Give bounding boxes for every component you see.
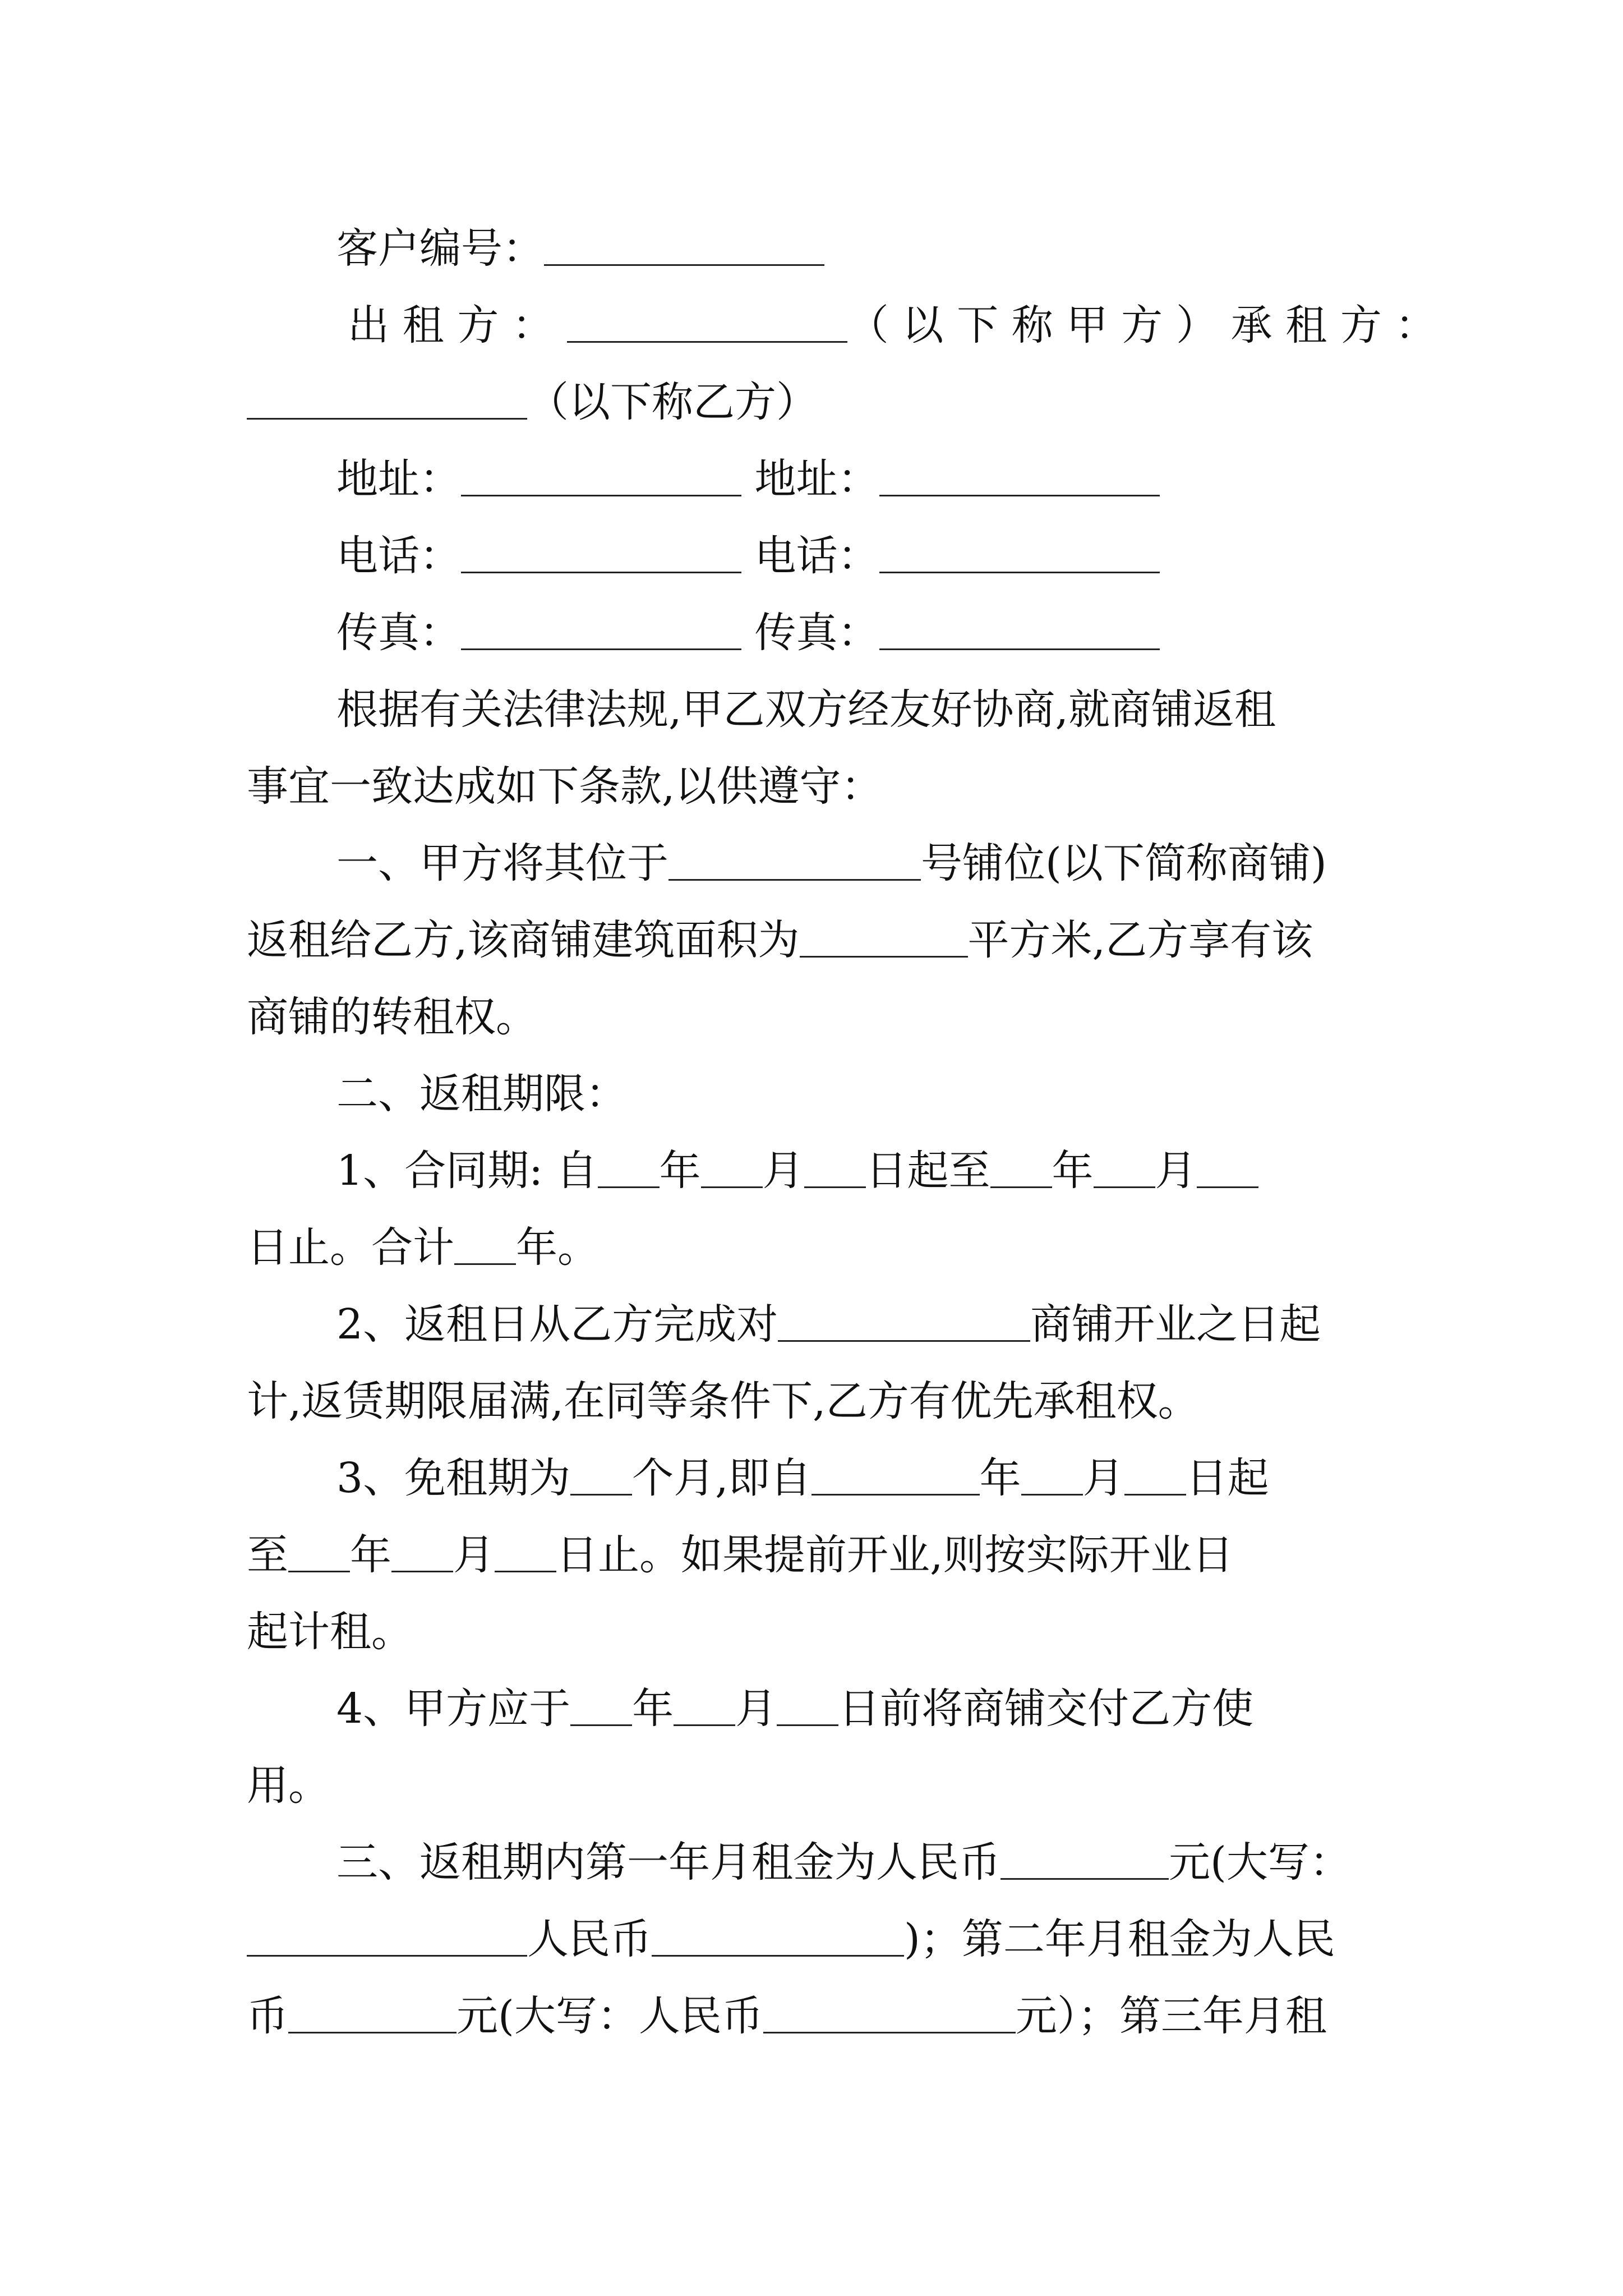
area-blank[interactable] (800, 917, 968, 958)
lessor-blank[interactable] (567, 302, 847, 343)
clause-3-text-a: 三、返租期内第一年月租金为人民币 (336, 1838, 1000, 1887)
clause-2-2-text-a: 2、返租日从乙方完成对 (336, 1300, 778, 1349)
lessee-phone-blank[interactable] (879, 532, 1160, 573)
delivery-day-blank[interactable] (777, 1685, 838, 1726)
lessor-fax-label: 传真： (336, 609, 461, 657)
free-end-day-blank[interactable] (495, 1531, 556, 1572)
end-day-blank[interactable] (1197, 1147, 1258, 1188)
clause-1-text-c: 返租给乙方,该商铺建筑面积为 (247, 916, 800, 964)
free-end-year-blank[interactable] (288, 1531, 350, 1572)
clause-2-3-line-3 (247, 1594, 1396, 1671)
lessor-address-blank[interactable] (461, 455, 741, 496)
year-label: 年 (659, 1147, 701, 1195)
clause-2-2-line-2 (247, 1363, 1396, 1440)
fax-line (247, 595, 1396, 671)
customer-number-line (247, 210, 1396, 287)
clause-1-text-b: 号铺位(以下简称商铺) (921, 839, 1327, 887)
year-label: 年 (632, 1685, 674, 1733)
clause-3-line-3 (247, 1978, 1396, 2055)
start-year-blank[interactable] (598, 1147, 660, 1188)
rent-year-2-blank[interactable] (288, 1993, 457, 2033)
free-start-year-blank[interactable] (811, 1455, 980, 1496)
clause-2-3-text-c: 至 (247, 1531, 288, 1579)
lessor-suffix: （以下称甲方） (847, 301, 1231, 349)
clause-1-line-2 (247, 902, 1396, 979)
parties-line (247, 287, 1450, 364)
free-end-month-blank[interactable] (391, 1531, 453, 1572)
lessee-address-label: 地址： (754, 455, 879, 503)
lessee-phone-label: 电话： (754, 532, 879, 580)
day-start-label: 日起 (1186, 1454, 1269, 1502)
phone-line (247, 518, 1396, 595)
lessor-address-label: 地址： (336, 455, 461, 503)
clause-2-title: 二、返租期限： (336, 1070, 627, 1118)
month-label: 月 (735, 1685, 777, 1733)
year-label: 年 (979, 1454, 1021, 1502)
clause-2-4-line-1 (247, 1671, 1396, 1747)
clause-2-4-text-c: 用。 (247, 1761, 330, 1810)
customer-number-blank[interactable] (544, 225, 824, 266)
clause-2-3-text-d: 日止。如果提前开业,则按实际开业日 (556, 1531, 1234, 1579)
intro-line-2 (247, 748, 1396, 825)
lessor-fax-blank[interactable] (461, 609, 741, 650)
rent-year-2-caps-blank[interactable] (763, 1993, 1016, 2033)
year-label: 年 (350, 1531, 391, 1579)
clause-2-2-text-b: 商铺开业之日起 (1030, 1300, 1321, 1349)
lessee-blank[interactable] (247, 379, 527, 420)
clause-1-text-a: 一、甲方将其位于 (336, 839, 668, 887)
clause-3-text-f: 元(大写：人民币 (457, 1992, 763, 2040)
clause-2-title-line (247, 1056, 1396, 1133)
clause-2-2-text-c: 计,返赁期限届满,在同等条件下,乙方有优先承租权。 (247, 1377, 1200, 1425)
customer-number-label: 客户编号： (336, 224, 544, 273)
lessor-label: 出租方： (348, 301, 567, 349)
clause-3-line-2 (247, 1901, 1396, 1978)
shop-number-blank[interactable] (668, 840, 921, 881)
start-day-blank[interactable] (804, 1147, 866, 1188)
clause-1-line-3 (247, 979, 1396, 1056)
rent-year-1-caps-blank[interactable] (247, 1916, 527, 1957)
clause-3-text-b: 元(大写： (1169, 1838, 1351, 1887)
year-label: 年 (1052, 1147, 1094, 1195)
rent-year-1-blank[interactable] (1000, 1839, 1169, 1880)
month-label: 月 (1155, 1147, 1197, 1195)
start-month-blank[interactable] (701, 1147, 763, 1188)
clause-2-4-line-2 (247, 1747, 1396, 1824)
clause-2-1-text-b: 日止。合计 (247, 1223, 454, 1272)
lessee-address-blank[interactable] (879, 455, 1160, 496)
day-from-label: 日起至 (865, 1147, 990, 1195)
clause-3-text-c: 人民币 (527, 1915, 652, 1963)
contract-page (247, 210, 1450, 2055)
intro-text-1: 根据有关法律法规,甲乙双方经友好协商,就商铺返租 (336, 685, 1276, 734)
delivery-month-blank[interactable] (674, 1685, 735, 1726)
clause-3-line-1 (247, 1824, 1396, 1901)
clause-2-3-text-b: 个月,即自 (632, 1454, 811, 1502)
clause-2-1-text-a: 1、合同期: 自 (336, 1147, 598, 1195)
end-year-blank[interactable] (990, 1147, 1052, 1188)
clause-3-text-g: 元）；第三年月租 (1015, 1992, 1327, 2040)
month-label: 月 (1082, 1454, 1124, 1502)
clause-1-line-1 (247, 825, 1396, 902)
intro-line-1 (247, 671, 1396, 748)
clause-2-3-line-2 (247, 1517, 1396, 1594)
lessee-label: 承租方： (1230, 301, 1450, 349)
lessor-phone-blank[interactable] (461, 532, 741, 573)
clause-2-1-line-2 (247, 1209, 1396, 1286)
lessee-fax-label: 传真： (754, 609, 879, 657)
free-months-blank[interactable] (570, 1455, 632, 1496)
address-line (247, 441, 1396, 518)
clause-3-text-d: )；第二年月租金为人民 (904, 1915, 1335, 1963)
month-label: 月 (762, 1147, 804, 1195)
clause-2-1-line-1 (247, 1133, 1396, 1209)
clause-2-4-text-a: 4、甲方应于 (336, 1685, 571, 1733)
clause-1-text-e: 商铺的转租权。 (247, 993, 537, 1041)
clause-1-text-d: 平方米,乙方享有该 (967, 916, 1313, 964)
clause-3-text-e: 币 (247, 1992, 288, 2040)
rent-year-1-rmb-blank[interactable] (652, 1916, 904, 1957)
end-month-blank[interactable] (1094, 1147, 1155, 1188)
lessor-phone-label: 电话： (336, 532, 461, 580)
total-years-blank[interactable] (454, 1224, 516, 1265)
clause-2-1-text-c: 年。 (516, 1223, 599, 1272)
clause-2-3-text-e: 起计租。 (247, 1608, 413, 1656)
clause-2-4-text-b: 日前将商铺交付乙方使 (838, 1685, 1254, 1733)
lessee-line (247, 364, 1396, 441)
clause-2-3-text-a: 3、免租期为 (336, 1454, 571, 1502)
delivery-year-blank[interactable] (570, 1685, 632, 1726)
shop-name-blank[interactable] (778, 1301, 1030, 1342)
month-label: 月 (453, 1531, 495, 1579)
clause-2-2-line-1 (247, 1286, 1396, 1363)
intro-text-2: 事宜一致达成如下条款,以供遵守： (247, 762, 883, 811)
free-start-month-blank[interactable] (1021, 1455, 1083, 1496)
free-start-day-blank[interactable] (1124, 1455, 1186, 1496)
lessee-suffix: （以下称乙方） (527, 378, 818, 426)
lessee-fax-blank[interactable] (879, 609, 1160, 650)
clause-2-3-line-1 (247, 1440, 1396, 1517)
